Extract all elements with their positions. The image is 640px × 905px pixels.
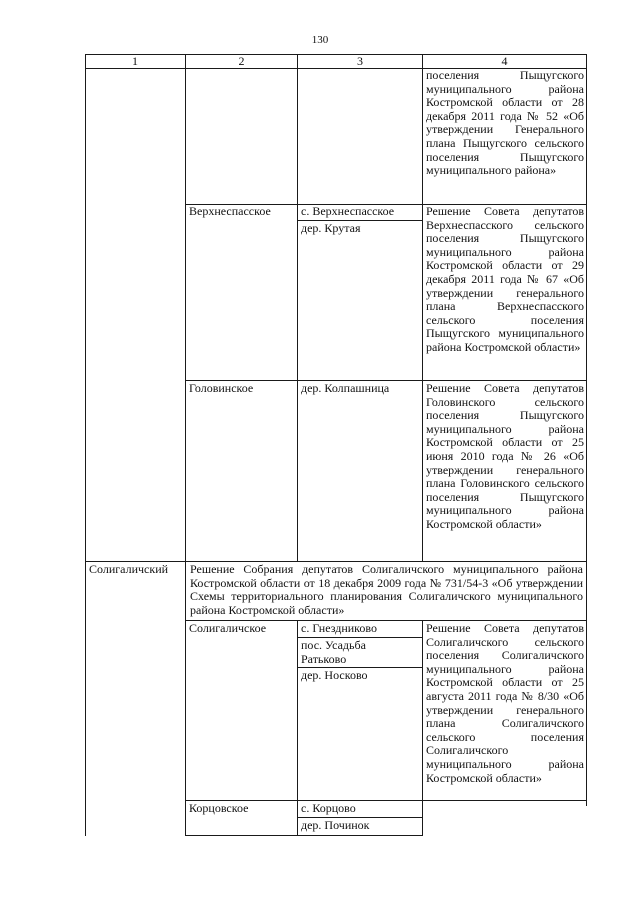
table-border-right — [586, 54, 587, 806]
header-col-2: 2 — [238, 54, 245, 68]
pyshchug-divider-1 — [185, 69, 186, 561]
soligalichskoe-document: Решение Совета депутатов Солигаличского сельского поселения Солигаличского муниципального района Костромской области от 25 августа 2011 года № 8/30 «Об утверждении генерального плана Солигаличского сельского поселения Солигаличского муниципального района Костромской области» — [426, 621, 584, 785]
pyshchug-divider-3 — [422, 69, 423, 561]
header-col-4: 4 — [501, 54, 508, 68]
golovinskoe-document: Решение Совета депутатов Головинского сельского поселения Пыщугского муниципального района Костромской области от 25 июня 2010 года № 26 «Об утверждении генерального плана Головинского сельского поселения Пыщугского муниципального района Костромской области» — [426, 381, 584, 531]
soligalichskoe-settlement-1: с. Гнездниково — [301, 621, 377, 635]
table-border-bottom — [185, 835, 422, 836]
header-col-3: 3 — [357, 54, 363, 68]
page-number: 130 — [311, 34, 329, 46]
verkhnespasskoe-settlement-2: дер. Крутая — [301, 221, 361, 235]
pyshchug-divider-2 — [297, 69, 298, 561]
soligalich-divider-3 — [422, 620, 423, 836]
settlements-table — [85, 54, 587, 836]
soligalichskoe-name: Солигаличское — [189, 621, 267, 635]
kortsovskoe-settlement-1: с. Корцово — [301, 801, 356, 815]
district-divider — [185, 561, 186, 836]
soligalich-divider-2 — [297, 620, 298, 836]
soligalichskoe-settlement-2: пос. Усадьба Ратьково — [301, 638, 366, 666]
golovinskoe-name: Головинское — [189, 381, 254, 395]
kortsovskoe-settlement-2: дер. Починок — [301, 818, 370, 832]
soligalich-district-document: Решение Собрания депутатов Солигаличского муниципального района Костромской области от 18 декабря 2009 года № 731/54-3 «Об утверждении Схемы территориального планирования Солигаличского муниципального района Костромской области» — [190, 562, 583, 617]
kortsovskoe-name: Корцовское — [189, 801, 249, 815]
soligalich-district-name: Солигаличский — [89, 562, 169, 576]
verkhnespasskoe-name: Верхнеспасское — [189, 204, 271, 218]
verkhnespasskoe-settlement-1: с. Верхнеспасское — [301, 204, 395, 218]
continued-document: поселения Пыщугского муниципального района Костромской области от 28 декабря 2011 года № 52 «Об утверждении Генерального плана Пыщугского сельского поселения Пыщугского муниципального района» — [426, 68, 584, 178]
table-border-left — [85, 54, 86, 836]
verkhnespasskoe-document: Решение Совета депутатов Верхнеспасского сельского поселения Пыщугского муниципального района Костромской области от 29 декабря 2011 года № 67 «Об утверждении генерального плана Верхнеспасского сельского поселения Пыщугского муниципального района Костромской области» — [426, 204, 584, 354]
golovinskoe-settlement-1: дер. Колпашница — [301, 381, 390, 395]
soligalichskoe-settlement-3: дер. Носково — [301, 668, 368, 682]
header-col-1: 1 — [132, 54, 138, 68]
